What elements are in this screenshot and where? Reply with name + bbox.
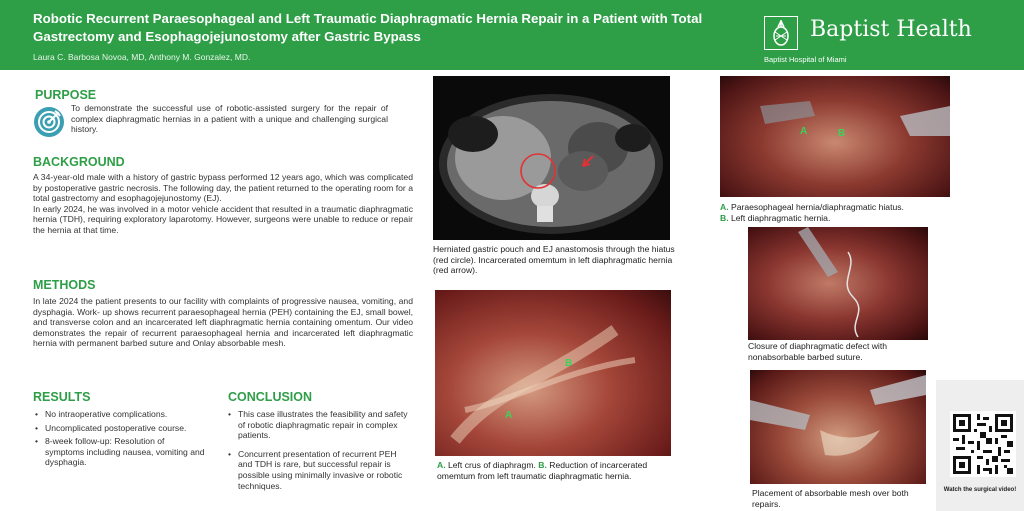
list-item: • Concurrent presentation of recurrent PEH and TDH is rare, but successful repair is possible using minimally invasive or robotic techniques.: [228, 449, 413, 491]
fig5-caption: Placement of absorbable mesh over both repairs.: [752, 488, 909, 509]
background-paragraph-2: In early 2024, he was involved in a motor vehicle accident that resulted in a traumatic diaphragmatic hernia (TDH), requiring exploratory laparotomy. However, surgeons were unable to reduce or repair the hernia at that time.: [33, 203, 413, 235]
photo-label-a: A: [800, 126, 808, 137]
fig4-caption: Closure of diaphragmatic defect with nonabsorbable barbed suture.: [748, 341, 888, 362]
caption-text-b: Reduction of incarcerated omemtum from left traumatic diaphragmatic hernia.: [437, 460, 648, 481]
caption-text-b: Left diaphragmatic hernia.: [730, 212, 831, 223]
list-item: • This case illustrates the feasibility and safety of robotic diaphragmatic repair in complex patients.: [228, 409, 413, 441]
header-banner: [0, 0, 1024, 70]
ct-scan-image: [433, 76, 670, 240]
results-heading: RESULTS: [33, 390, 91, 404]
surgical-photo-hiatus: [720, 76, 950, 197]
list-item: • Uncomplicated postoperative course.: [35, 423, 205, 434]
photo-label-a: A: [505, 410, 513, 421]
caption-label-b: B.: [538, 460, 547, 470]
background-text: [33, 172, 413, 236]
ct-caption: Herniated gastric pouch and EJ anastomosis through the hiatus (red circle). Incarcerated omemtum in left diaphragmatic hernia (red arrow).: [433, 244, 675, 276]
caption-label-a: A.: [437, 460, 446, 470]
background-heading: BACKGROUND: [33, 155, 125, 169]
purpose-heading: PURPOSE: [35, 88, 97, 102]
methods-heading: METHODS: [33, 278, 96, 292]
photo-label-b: B: [565, 358, 573, 369]
logo-subtitle: Baptist Hospital of Miami: [764, 55, 847, 64]
background-paragraph-1: A 34-year-old male with a history of gastric bypass performed 12 years ago, which was complicated by postoperative gastric necrosis. The following day, the patient returned to the operating room for a total gastrectomy and esophagojejunostomy (EJ).: [33, 172, 413, 204]
photo-label-b: B: [838, 128, 846, 139]
poster-title: Robotic Recurrent Paraesophageal and Left Traumatic Diaphragmatic Hernia Repair in a Patient with Total Gastrectomy and Esophagojejunostomy after Gastric Bypass: [33, 11, 703, 44]
surgical-photo-crus: [435, 290, 671, 456]
conclusion-list: [228, 409, 413, 494]
purpose-text: To demonstrate the successful use of robotic-assisted surgery for the repair of complex diaphragmatic hernias in a patient with a unique and challenging surgical history.: [71, 103, 388, 135]
caption-text-a: Left crus of diaphragm.: [447, 460, 536, 470]
list-item: • 8-week follow-up: Resolution of symptoms including nausea, vomiting and dysphagia.: [35, 436, 205, 468]
list-item: • No intraoperative complications.: [35, 409, 205, 420]
caption-label-a: A.: [720, 202, 729, 212]
fig3-caption: [720, 202, 950, 223]
conclusion-heading: CONCLUSION: [228, 390, 313, 404]
results-list: [35, 409, 205, 471]
target-icon: [33, 106, 65, 138]
caption-label-b: B.: [720, 212, 729, 223]
qr-code-icon[interactable]: [950, 411, 1016, 477]
surgical-photo-closure: [748, 227, 928, 340]
poster-authors: Laura C. Barbosa Novoa, MD, Anthony M. Gonzalez, MD.: [33, 52, 251, 62]
fig2-caption: [437, 460, 673, 481]
caption-text-a: Paraesophageal hernia/diaphragmatic hiatus.: [730, 202, 904, 212]
pineapple-icon: [764, 16, 798, 50]
methods-text: In late 2024 the patient presents to our facility with complaints of progressive nausea, vomiting, and dysphagia. Work- up shows recurrent paraesophageal hernia (PEH) containing the EJ, small bowel, and transverse colon and an incarcerated left diaphragmatic hernia containing omentum. Our video demonstrates the repair of recurrent paraesophageal hernia and incarcerated left diaphragmatic hernia with permanent barbed suture and Onlay absorbable mesh.: [33, 296, 413, 349]
surgical-photo-mesh: [750, 370, 926, 484]
logo-name: Baptist Health: [810, 17, 972, 42]
qr-caption: Watch the surgical video!: [943, 487, 1017, 493]
